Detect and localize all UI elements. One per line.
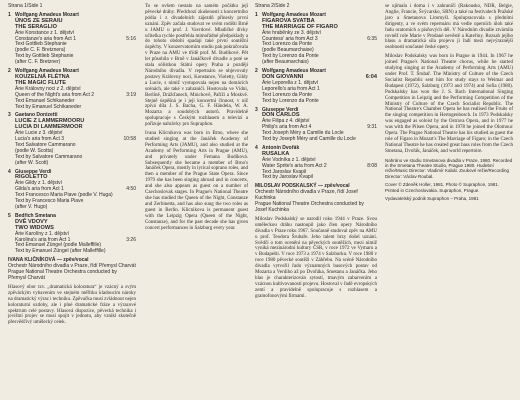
cover-credits: Cover © Zdeněk Holler, 1981. Photo © Supraphon, 1981. Printed in Czechoslovakia. Supraphon, Prague. xyxy=(385,182,499,193)
after-en: (after C. F. Bretzner) xyxy=(15,59,61,66)
text-en: Text by Gottlieb Stephanie xyxy=(15,53,74,60)
orchestra-en: Prague National Theatre Orchestra conducted by Josef Kuchinka xyxy=(255,201,364,213)
aria-cz: Árie Královny noci z 2. dějství xyxy=(15,85,81,92)
text-en: Text by Francesco Maria Piave xyxy=(15,198,84,205)
text-en: Text by Emanuel Schikaneder xyxy=(15,103,82,110)
performer: MILOSLAV PODSKALSKÝ — zpěv/vocal xyxy=(255,183,350,190)
track-item xyxy=(8,214,136,255)
aria-en: Constanze's aria from Act 1 xyxy=(15,35,76,42)
opera-title-en: THE SERAGLIO xyxy=(15,23,57,30)
after-en: (after V. Hugo) xyxy=(15,204,48,210)
track-duration: 3:19 xyxy=(126,91,136,98)
essay-paragraph: se ujímala i doma i v zahraničí (Rakousko, NDR, Belgie, Anglie, Francie, Švýcarsko, SRN) a také na festivalech Pražské jaro a Smetanova Litomyšl. Spolupracovala s předními dirigenty, a ve svém repertoáru má vedle operních úloh také řadu oratorních a písňových děl. V Národním divadle ztvárnila rovněž role Marie v Prodané nevěstě a Kateřiny. Rozsah jejího hlasu a dramatická síla projevu ji řadí mezi nejvýraznější osobnosti současné české opery. xyxy=(385,4,513,51)
composer: Giuseppe Verdi xyxy=(15,168,52,175)
aria-en: Karolina's aria from Act 1 xyxy=(15,236,71,243)
text-en: Text by Emanuel Züngel (after Malleffille) xyxy=(15,248,106,255)
text-cz: Text Joseph Méry a Camille du Locle xyxy=(262,130,344,137)
text-en: Text by Jaroslav Kvapil xyxy=(262,174,313,181)
composer: Wolfgang Amadeus Mozart xyxy=(15,68,79,75)
column-essay-podskalsky xyxy=(385,4,513,202)
opera-title-cz: DON CARLOS xyxy=(262,112,300,119)
track-item xyxy=(255,108,377,143)
composer: Wolfgang Amadeus Mozart xyxy=(262,11,326,18)
track-duration: 9:31 xyxy=(367,124,377,131)
track-duration: 6:35 xyxy=(367,35,377,42)
after-cz: (podle W. Scotta) xyxy=(15,147,54,154)
after-cz: (podle C. F. Bretznera) xyxy=(15,47,66,54)
side1-header: Strana 1/Side 1 xyxy=(8,3,43,9)
aria-en: Water Sprite's aria from Act 2 xyxy=(262,162,327,169)
track-number: 5 xyxy=(8,212,11,219)
opera-title-cz: KOUZELNÁ FLÉTNA xyxy=(15,73,70,80)
aria-cz: Árie hraběnky ze 3. dějství xyxy=(262,29,321,36)
opera-title-en: THE MARRIAGE OF FIGARO xyxy=(262,23,338,30)
opera-title-en: TWO WIDOWS xyxy=(15,224,54,231)
text-en: Text by Salvatore Cammarano xyxy=(15,153,83,160)
composer: Bedřich Smetana xyxy=(15,212,56,219)
text-cz: Text Salvatore Cammarano xyxy=(15,141,76,148)
track-item xyxy=(8,170,136,211)
composer: Wolfgang Amadeus Mozart xyxy=(15,11,79,18)
essay-paragraph-en: Miloslav Podskalsky was born in Prague in 1944. In 1967 he joined Prague's National Theatre chorus, while he started studying singing at the Academy of Performing Arts (AMU) under Prof. T. Šrubař. The Ministry of Culture of the Czech Socialist Republic sent him for study stays to Weimar and Budapest (1972), Salzburg (1973 and 1974) and Sofia (1980). Podskalsky has won the J. S. Bach International Singing Competition in Leipzig and the Performing Competition of the Ministry of Culture of the Czech Socialist Republic. The National Theatre's Chamber Opera he has realised the Fruits of the singing competition in Hertogenbosch. In 1973 Podskalsky was engaged as soloist by the Ostrava Opera, and in 1977 he was with the Pilsen Opera, and in 1978 he joined the Olomouc Opera. The Prague National Theatre has his studied as guest the role of Figaro in Mozart's The Marriage of Figaro; in the Czech National Theatre he has created great bass roles from the Czech Smetana, Dvořák, Janáček, and world repertoire. xyxy=(385,54,513,154)
text-cz: Text Lorenzo da Ponte xyxy=(262,41,313,48)
track-item xyxy=(8,69,136,110)
text-cz: Text Jaroslav Kvapil xyxy=(262,168,307,175)
track-duration: 6:04 xyxy=(365,73,377,80)
opera-title-cz: RIGOLETTO xyxy=(15,174,48,181)
essay-paragraph: To se ovšem nestalo na samém počátku její pěvecké dráhy. Předchozí zkušenosti z koncertního pódia i z divadelních zájezdů přinesly první uznání. Zpěv začala studovat ve svém rodišti Brně u JAMU u prof. J. Vavrdové. Mladičké dívky učitelka rychle postřehla mimořádné předpoklady a do tohoto období spadají také první soutěžní úspěchy. V konzervatorním studiu pak pokračovala v Praze na AMU ve třídě prof. M. Budíkové. Pět let působila v Brně v Janáčkově divadle a poté se stala sólistkou Státní opery Praha a později Národního divadla. V repertoáru se objevovaly postavy Královny noci, Konstance, Violetty, Gildy a Lucie, s nimiž vystupovala nejen na domácích scénách, ale také v zahraničí. Hostovala ve Vídni, Berlíně, Drážďanech, Mnichově, Paříži a Moskvě. Stejně úspěšná je i její koncertní činnost, v níž zpívá díla J. S. Bacha, G. F. Händela, W. A. Mozarta a soudobých autorů. Pravidelně spolupracuje s Českým rozhlasem a televizí a pořizuje nahrávky pro Supraphon. xyxy=(145,4,248,128)
after-en: (after W. Scott) xyxy=(15,159,49,166)
opera-title-cz: RUSALKA xyxy=(262,150,290,157)
text-en: Text by Lorenzo da Ponte xyxy=(262,97,319,104)
track-duration: 10:58 xyxy=(123,136,136,143)
track-number: 3 xyxy=(255,106,258,113)
text-cz: Text Francesco Maria Piave (podle V. Huga) xyxy=(15,192,113,199)
track-item xyxy=(255,146,377,181)
aria-cz: Árie Leporella z 1. dějství xyxy=(262,79,319,86)
text-en: Text by Lorenzo da Ponte xyxy=(262,53,319,60)
text-cz: Text Emanuel Schikaneder xyxy=(15,97,75,104)
aria-cz: Árie Filipa z 4. dějství xyxy=(262,118,310,125)
track-number: 3 xyxy=(8,112,11,119)
opera-title-cz: DVĚ VDOVY xyxy=(15,218,48,225)
after-cz: (podle Beaumarchaise) xyxy=(262,47,314,54)
track-number: 2 xyxy=(255,68,258,75)
aria-en: Leporello's aria from Act 1 xyxy=(262,85,320,92)
after-en: (after Beaumarchais) xyxy=(262,59,309,66)
opera-title-cz: FIGAROVA SVATBA xyxy=(262,17,315,24)
column-essay-ivana xyxy=(145,4,248,234)
opera-title-en: THE MAGIC FLUTE xyxy=(15,79,66,86)
composer: Antonín Dvořák xyxy=(262,144,300,151)
aria-cz: Árie Konstance z 1. dějství xyxy=(15,29,75,36)
aria-cz: Árie Vodníka z 1. dějství xyxy=(262,156,316,163)
opera-title-cz: DON GIOVANNI xyxy=(262,73,304,80)
essay-paragraph: Miloslav Podskalský se narodil roku 1944 v Praze. Svou uměleckou dráhu nastoupil jako člen opery Národního divadla v Praze roku 1967. Současně studoval zpěv na AMU u prof. Teodora Šrubaře. Jeho talent brzy došel uznání. Svědčí o tom ocenění na pěveckých soutěžích, mezi nimiž vyniká mezinárodní kultury ČSR, v roce 1972 ve Vymaru a v Budapešti. V roce 1973 a 1974 v Salzburku. V roce 1980 v roce 1980 pěvecké soutěži v Záhřebu. Na scéně Národního divadla vytvořil řadu významných basových postav od Mozarta a Verdiho až po Dvořáka, Smetanu a Janáčka. Jeho hlas je charakterizován sytostí, tmavým zabarvením a vzácnou kultivovaností projevu. Hostoval v řadě evropských zemí a pravidelně spolupracuje s rozhlasem a gramofonovými firmami. xyxy=(255,216,377,299)
composer: Gaetano Donizetti xyxy=(15,112,58,119)
aria-en: Queen of the Night's aria from Act 2 xyxy=(15,91,95,98)
track-item xyxy=(8,13,136,66)
track-number: 1 xyxy=(255,11,258,18)
aria-cz: Árie Karolíny z 1. dějství xyxy=(15,230,69,237)
track-item xyxy=(255,13,377,66)
track-item xyxy=(255,69,377,104)
aria-en: Lucia's aria from Act 3 xyxy=(15,136,65,143)
column-side1 xyxy=(8,4,136,329)
opera-title-cz: ÚNOS ZE SERAIU xyxy=(15,17,63,24)
aria-en: Countess' aria from Act 3 xyxy=(262,35,318,42)
text-cz: Text Gottlieb Stephanie xyxy=(15,41,67,48)
orchestra-cz: Orchestr Národního divadla v Praze, řídí Josef Kuchinka xyxy=(255,189,358,202)
orchestra-cz: Orchestr Národního divadla v Praze, řídí Přemysl Charvát xyxy=(8,263,136,270)
text-en: Text by Joseph Méry and Camille du Locle xyxy=(262,136,356,143)
track-item xyxy=(8,113,136,166)
aria-cz: Árie Lucie z 3. dějství xyxy=(15,130,63,137)
performer: IVANA KLIČNÍKOVÁ — zpěv/vocal xyxy=(8,257,89,264)
composer: Giuseppe Verdi xyxy=(262,106,299,113)
opera-title-cz: LUCIE Z LAMMERMOORU xyxy=(15,118,85,125)
publisher-credits: Vydavatelský podnik Supraphon – Praha, 1981 xyxy=(385,196,479,202)
track-duration: 8:08 xyxy=(367,162,377,169)
essay-paragraph: Hlasový obor tzv. „dramatická koloratura“ je vzácný a svým zpěváckým vybavením ve stejném měřítku kladoucím nároky na dramatický výraz i techniku. Zpěvačka musí zvládnout nejen koloraturní ozdoby, ale i plné dramatické fráze a výrazové spektrum celé postavy. Hlasová dispozice, pěvecká technika i jevištní projev se musí spojit v jednotu, aby vznikl skutečně přesvědčivý umělecký celek. xyxy=(8,284,136,326)
aria-en: Philip's aria from Act 4 xyxy=(262,124,312,131)
orchestra-en: Prague National Theatre Orchestra conducted by Přemysl Charvát xyxy=(8,269,117,281)
essay-paragraph-en: Ivana Klicnikova was born in Brno, where she studied singing at the Janáček Academy of Performing Arts (JAMU), and also studied at the Academy of Performing Arts in Prague (AMU), and privately under Femana Budíková. Subsequently she became a member of Brno's Janáček Opera, mostly in lyrical soprano roles, and then a member of the Prague State Opera. Since 1979 she has been singing abroad and in concerts, and she also appears as guest on a number of Czechoslovak stages. In Prague's National Theatre she has studied the Queen of the Night, Constanze and Zerbinetta, and has also sung the two roles as guest in Berlin. Klicnikova is permanent guest with the Leipzig Opera (Queen of the Night, Constanze), and for the past decade she has given concert performances in Salzburg every year. xyxy=(145,131,248,231)
track-number: 4 xyxy=(255,144,258,151)
side2-header: Strana 2/Side 2 xyxy=(255,3,290,9)
track-number: 1 xyxy=(8,11,11,18)
track-duration: 3:26 xyxy=(126,236,136,243)
track-duration: 5:16 xyxy=(126,35,136,42)
track-duration: 4:50 xyxy=(126,186,136,193)
recording-credits: Nahráno ve studiu Smetanova divadla v Praze, 1980. Recorded in the Smetana Theatre Studio, Prague 1980. Hudební režie/Music Director: Vladimír Kabát. Zvukové režie/Recording Director: Václav Roubal. xyxy=(385,157,513,179)
aria-cz: Árie Gildy z 1. dějství xyxy=(15,180,62,187)
track-number: 2 xyxy=(8,68,11,75)
text-cz: Text Emanuel Züngel (podle Malleffille) xyxy=(15,242,102,249)
opera-title-en: LUCIA DI LAMMERMOOR xyxy=(15,124,83,131)
composer: Wolfgang Amadeus Mozart xyxy=(262,68,326,75)
text-cz: Text Lorenzo da Ponte xyxy=(262,91,313,98)
column-side2 xyxy=(255,4,377,303)
aria-en: Gilda's aria from Act 1 xyxy=(15,186,64,193)
track-number: 4 xyxy=(8,168,11,175)
